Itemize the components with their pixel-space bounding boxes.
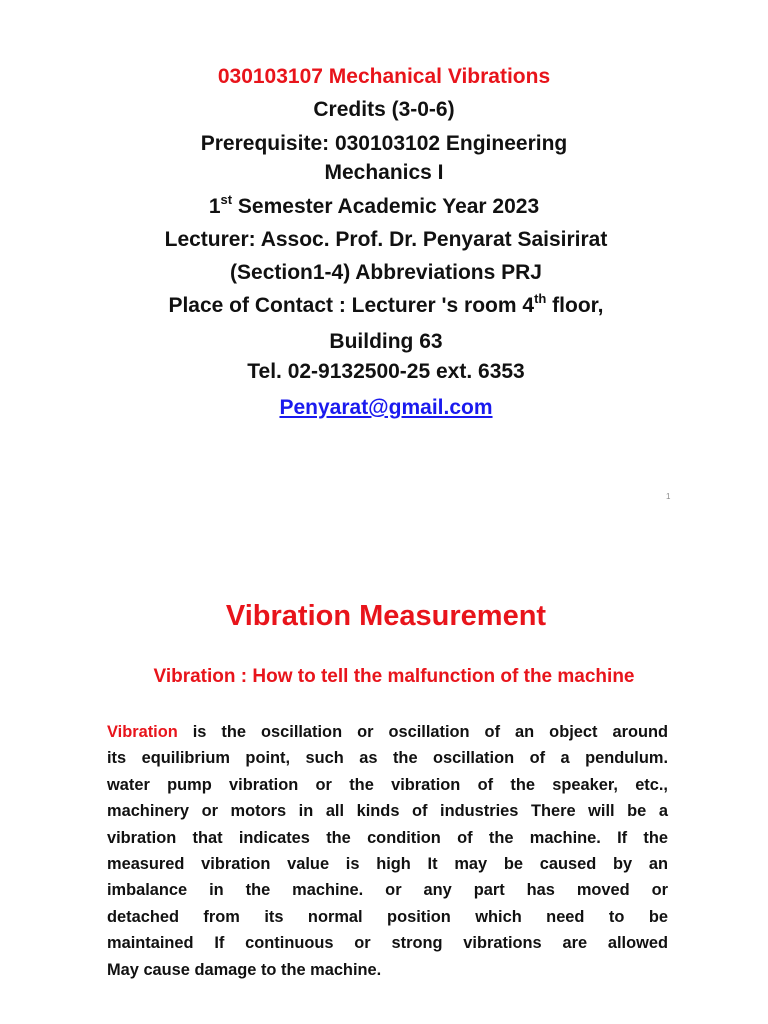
- paragraph-line: water pump vibration or the vibration of the speaker, etc.,: [107, 775, 668, 794]
- prerequisite-line-2: Mechanics I: [324, 161, 444, 184]
- paragraph-line: measured vibration value is high It may be caused by an: [107, 854, 668, 873]
- paragraph-line: vibration that indicates the condition of the machine. If the: [107, 828, 668, 847]
- paragraph-line: detached from its normal position which need to be: [107, 907, 668, 926]
- contact-text: Place of Contact : Lecturer 's room 4: [168, 294, 535, 317]
- paragraph-line: imbalance in the machine. or any part has moved or: [107, 881, 668, 900]
- paragraph-line: maintained If continuous or strong vibrations are allowed: [107, 934, 668, 953]
- telephone: Tel. 02-9132500-25 ext. 6353: [247, 360, 525, 383]
- semester-text: Semester Academic Year 2023: [232, 195, 540, 218]
- contact-floor-suffix: th: [534, 291, 547, 306]
- section-abbreviation: (Section1-4) Abbreviations PRJ: [230, 261, 542, 284]
- paragraph-line: May cause damage to the machine.: [107, 960, 382, 979]
- credits: Credits (3-0-6): [313, 98, 455, 121]
- slide-title: Vibration Measurement: [225, 600, 547, 632]
- course-title: 030103107 Mechanical Vibrations: [217, 65, 551, 88]
- place-of-contact: [0, 293, 768, 319]
- slide-vibration-measurement: [0, 520, 768, 1024]
- paragraph-line: its equilibrium point, such as the oscillation of a pendulum.: [107, 749, 668, 768]
- building: Building 63: [329, 330, 443, 353]
- contact-floor: floor,: [546, 294, 604, 317]
- email-link[interactable]: Penyarat@gmail.com: [279, 396, 493, 419]
- email-line: [0, 395, 768, 421]
- slide-subtitle: Vibration : How to tell the malfunction of the machine: [153, 666, 635, 687]
- prerequisite-line-1: Prerequisite: 030103102 Engineering: [200, 132, 568, 155]
- paragraph-line: machinery or motors in all kinds of industries There will be a: [107, 802, 668, 821]
- paragraph-line: Vibration is the oscillation or oscillation of an object around: [107, 723, 668, 741]
- paragraph-lead-word: Vibration: [107, 723, 178, 741]
- semester: [0, 194, 748, 220]
- vibration-paragraph: [107, 719, 668, 983]
- semester-number: 1: [208, 195, 221, 218]
- semester-suffix: st: [220, 192, 233, 207]
- page-number: 1: [666, 492, 671, 501]
- lecturer: Lecturer: Assoc. Prof. Dr. Penyarat Saisirirat: [164, 228, 608, 251]
